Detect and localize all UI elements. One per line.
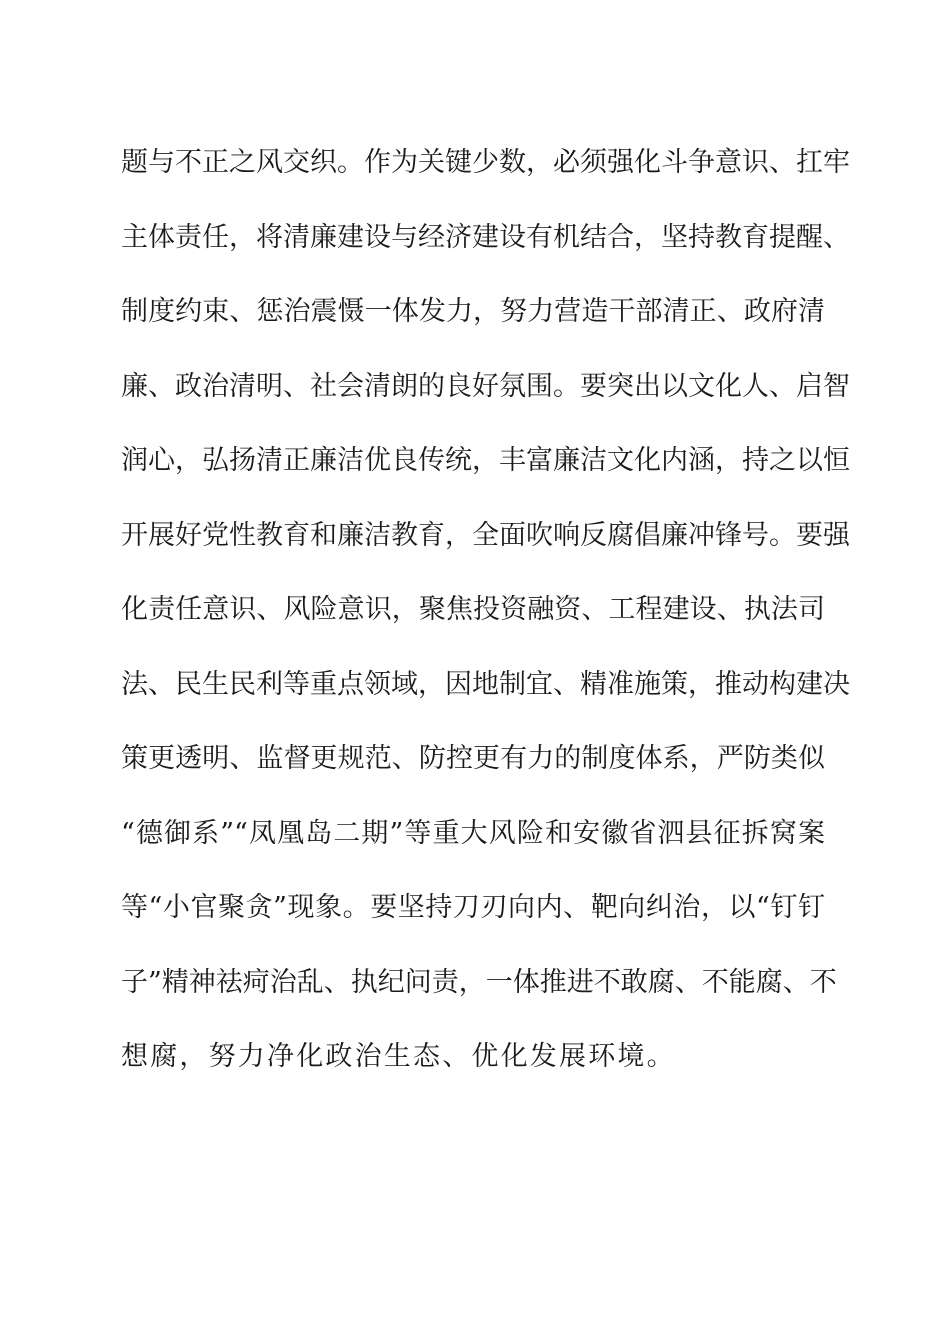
text-line-13: 想腐，努力净化政治生态、优化发展环境。: [121, 1041, 676, 1072]
text-line-11: 等“小官聚贪”现象。要坚持刀刃向内、靶向纠治，以“钉钉: [121, 892, 825, 923]
text-line-4: 廉、政治清明、社会清朗的良好氛围。要突出以文化人、启智: [121, 370, 850, 402]
text-line-6: 开展好党性教育和廉洁教育，全面吹响反腐倡廉冲锋号。要强: [121, 519, 850, 551]
text-line-1: 题与不正之风交织。作为关键少数，必须强化斗争意识、扛牢: [121, 147, 850, 178]
text-line-8: 法、民生民利等重点领域，因地制宜、精准施策，推动构建决: [121, 668, 850, 700]
text-line-10: “德御系”“凤凰岛二期”等重大风险和安徽省泗县征拆窝案: [121, 817, 825, 849]
text-line-5: 润心，弘扬清正廉洁优良传统，丰富廉洁文化内涵，持之以恒: [121, 445, 850, 476]
body-paragraph: [121, 141, 850, 1110]
text-line-7: 化责任意识、风险意识，聚焦投资融资、工程建设、执法司: [121, 594, 825, 625]
text-line-9: 策更透明、监督更规范、防控更有力的制度体系，严防类似: [121, 743, 825, 774]
text-line-3: 制度约束、惩治震慑一体发力，努力营造干部清正、政府清: [121, 296, 825, 327]
text-line-2: 主体责任，将清廉建设与经济建设有机结合，坚持教育提醒、: [121, 221, 850, 253]
text-line-12: 子”精神祛疴治乱、执纪问责，一体推进不敢腐、不能腐、不: [121, 966, 837, 998]
